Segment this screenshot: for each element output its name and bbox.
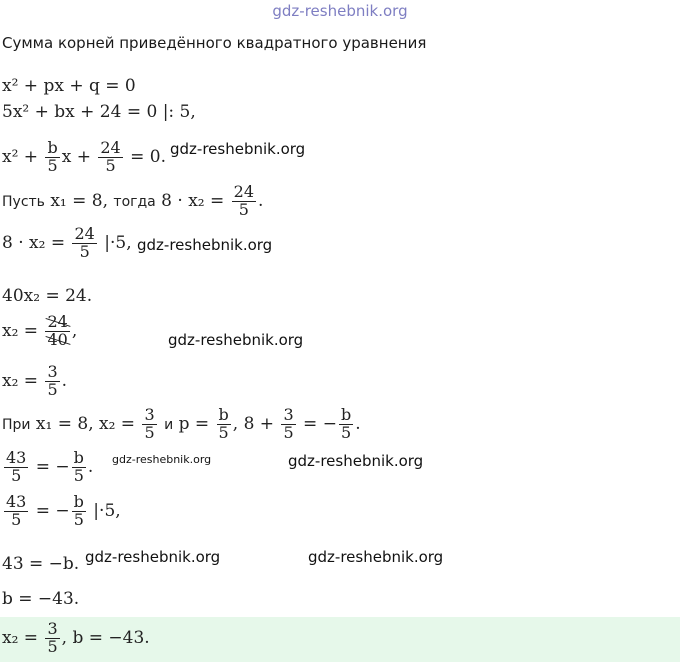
watermark-small: gdz-reshebnik.org	[112, 453, 212, 466]
frac-num: 3	[47, 619, 58, 638]
then-label: тогда	[113, 193, 156, 210]
then-expr: 8 · x₂ =	[161, 190, 230, 211]
when-fraction-2	[217, 407, 231, 442]
frac-num: 24	[100, 138, 121, 157]
equation-3	[2, 140, 166, 175]
let-label: Пусть	[2, 193, 45, 210]
frac-num: 24	[233, 182, 255, 201]
watermark: gdz-reshebnik.org	[308, 548, 444, 566]
eq3-mid: x +	[61, 146, 97, 167]
eq8-end: .	[61, 370, 68, 391]
frac-num: 24	[74, 224, 95, 243]
eq8-fraction	[45, 364, 59, 399]
frac-num: 3	[144, 405, 155, 424]
eq3-lhs: x² +	[2, 146, 44, 167]
ans-lhs: x₂ =	[2, 627, 44, 648]
frac-den: 5	[47, 636, 58, 656]
frac-num: 3	[47, 362, 58, 381]
frac-num: b	[73, 492, 84, 511]
eq10-end: .	[87, 456, 94, 477]
eq3-rhs: = 0.	[124, 146, 166, 167]
equation-8	[2, 364, 67, 399]
equation-7	[2, 314, 77, 349]
eq7-end: ,	[71, 320, 78, 341]
ans-end: , b = −43.	[61, 627, 150, 648]
struck-den: 40	[47, 329, 68, 349]
then-fraction	[232, 184, 256, 219]
frac-den: 5	[283, 422, 294, 442]
when-fraction-3	[281, 407, 295, 442]
when-label: При	[2, 416, 31, 433]
eq3-fraction	[45, 140, 59, 175]
frac-den: 5	[79, 241, 90, 261]
eq7-fraction	[45, 314, 69, 349]
frac-den: 5	[238, 199, 249, 219]
frac-num: b	[47, 138, 58, 157]
frac-den: 5	[73, 465, 84, 485]
frac-num: b	[218, 405, 229, 424]
equation-12: 43 = −b.	[2, 554, 80, 574]
watermark: gdz-reshebnik.org	[170, 140, 306, 158]
frac-den: 5	[340, 422, 352, 442]
frac-den: 5	[11, 509, 22, 529]
equation-4	[2, 184, 263, 219]
then-end: .	[258, 190, 264, 211]
frac-den: 5	[47, 379, 58, 399]
heading: Сумма корней приведённого квадратного уравнения	[2, 34, 427, 52]
when-end: .	[355, 413, 361, 434]
frac-num: 3	[283, 405, 294, 424]
struck-num: 24	[47, 312, 68, 331]
when-expr-3: , 8 +	[232, 413, 280, 434]
eq5-fraction	[72, 226, 96, 261]
equation-10	[2, 450, 93, 485]
frac-den: 5	[73, 509, 84, 529]
frac-den: 5	[144, 422, 155, 442]
frac-den: 5	[105, 155, 116, 175]
watermark: gdz-reshebnik.org	[288, 452, 424, 470]
when-expr-2: p =	[178, 413, 215, 434]
eq11-fraction	[4, 494, 28, 529]
eq10-fraction	[4, 450, 28, 485]
watermark: gdz-reshebnik.org	[85, 548, 221, 566]
eq10-mid: = −	[30, 456, 70, 477]
frac-den: 5	[218, 422, 229, 442]
eq10-fraction-2	[72, 450, 86, 485]
frac-num: b	[340, 405, 352, 424]
ans-fraction	[45, 621, 59, 656]
frac-num: b	[73, 448, 84, 467]
eq11-mid: = −	[30, 500, 70, 521]
frac-num: 43	[6, 448, 27, 467]
let-expr: x₁ = 8,	[50, 190, 109, 211]
eq7-lhs: x₂ =	[2, 320, 44, 341]
eq8-lhs: x₂ =	[2, 370, 44, 391]
frac-den: 5	[11, 465, 22, 485]
equation-1: x² + px + q = 0	[2, 76, 136, 96]
eq3-fraction-2	[98, 140, 122, 175]
when-expr-1: x₁ = 8, x₂ =	[35, 413, 141, 434]
frac-den: 5	[47, 155, 58, 175]
equation-6: 40x₂ = 24.	[2, 286, 93, 306]
when-fraction-4	[339, 407, 353, 442]
watermark: gdz-reshebnik.org	[137, 236, 273, 254]
when-fraction	[142, 407, 156, 442]
frac-num: 43	[6, 492, 27, 511]
equation-5	[2, 226, 132, 261]
equation-11	[2, 494, 121, 529]
answer-line	[2, 621, 150, 656]
watermark: gdz-reshebnik.org	[168, 331, 304, 349]
eq11-fraction-2	[72, 494, 86, 529]
eq11-end: |·5,	[87, 500, 121, 521]
equation-13: b = −43.	[2, 589, 80, 609]
when-expr-4: = −	[297, 413, 337, 434]
equation-9	[2, 407, 361, 442]
watermark-top: gdz-reshebnik.org	[272, 2, 408, 20]
eq5-lhs: 8 · x₂ =	[2, 232, 71, 253]
eq5-rhs: |·5,	[98, 232, 132, 253]
and-label: и	[164, 416, 174, 433]
equation-2: 5x² + bx + 24 = 0 |: 5,	[2, 102, 196, 122]
answer-box	[0, 617, 680, 662]
